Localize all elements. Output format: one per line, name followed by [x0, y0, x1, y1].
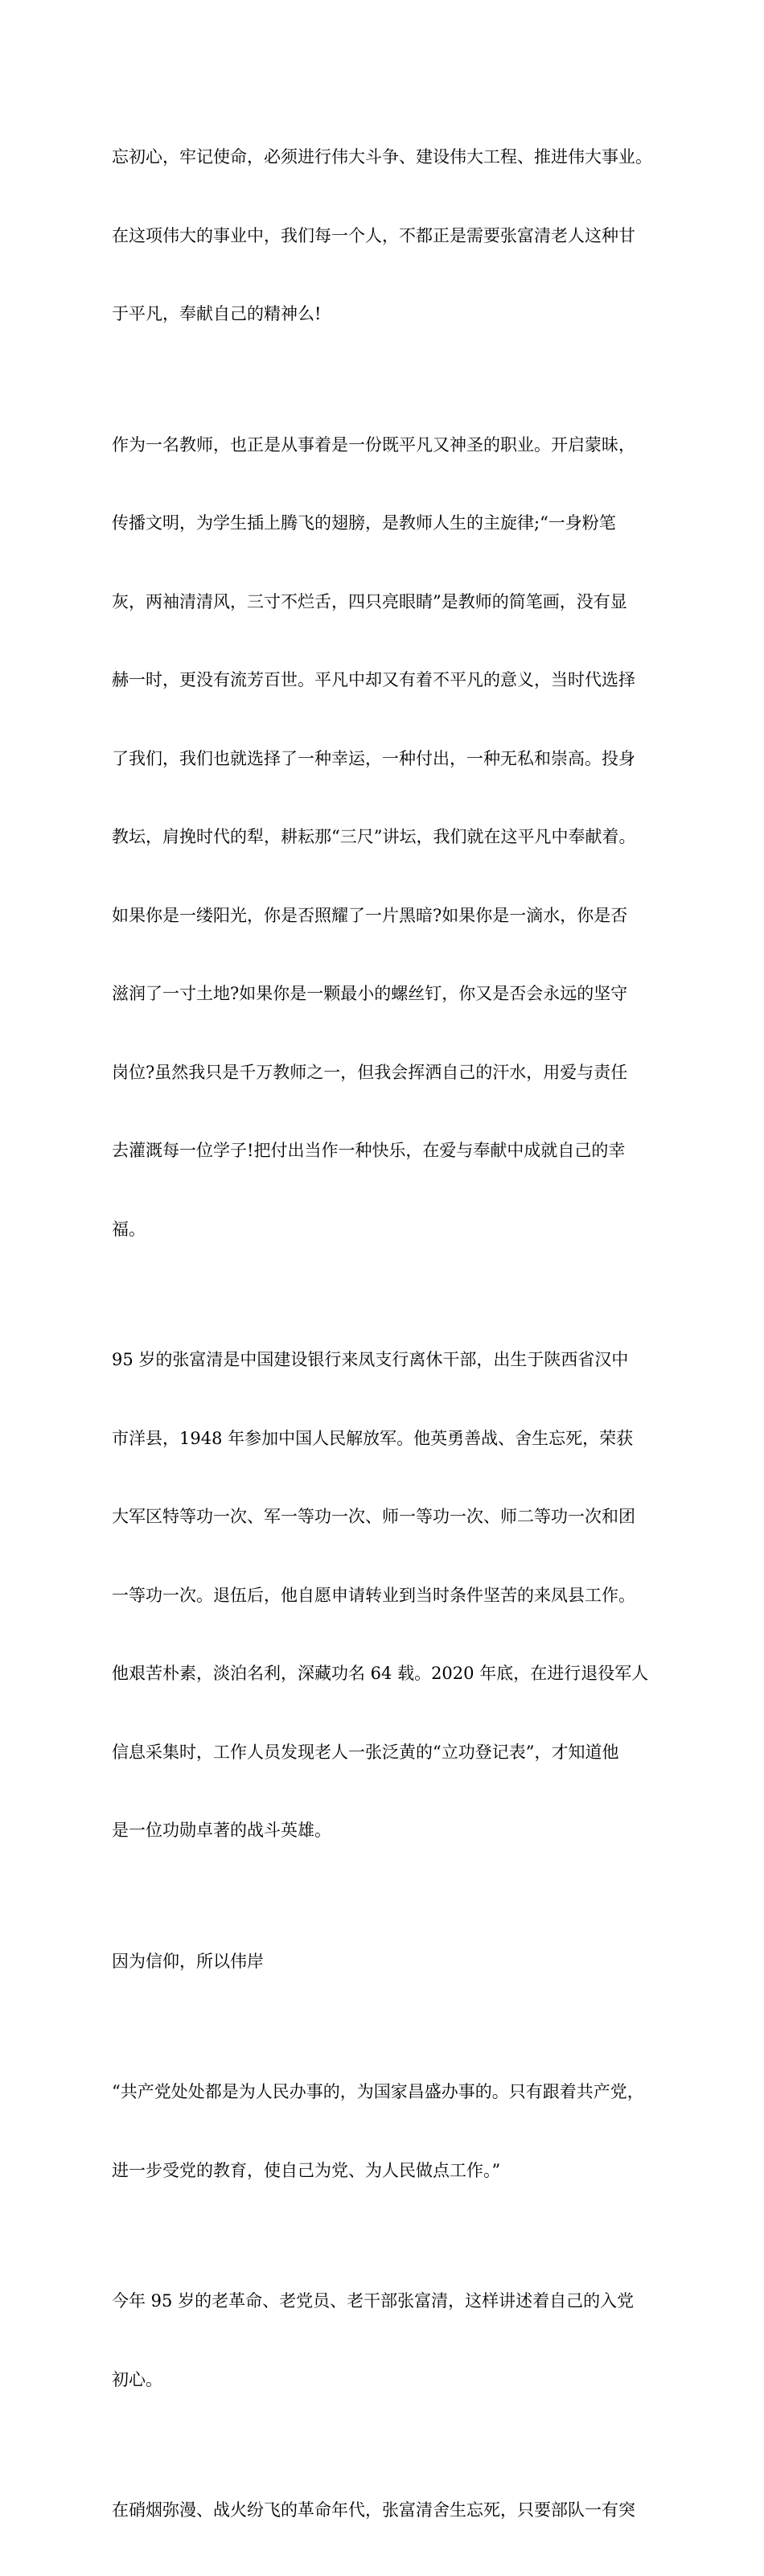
text-line: 作为一名教师，也正是从事着是一份既平凡又神圣的职业。开启蒙昧，	[112, 434, 635, 455]
text-line: 今年 95 岁的老革命、老党员、老干部张富清，这样讲述着自己的入党	[112, 2291, 635, 2311]
paragraph-6	[112, 2236, 667, 2445]
quote-paragraph	[112, 2027, 667, 2236]
text-line: 初心。	[112, 2369, 162, 2389]
text-line: 福。	[112, 1219, 146, 1239]
text-line: 于平凡，奉献自己的精神么!	[112, 304, 322, 323]
text-line: 灰，两袖清清风，三寸不烂舌，四只亮眼睛”是教师的简笔画，没有显	[112, 591, 627, 611]
text-line: 进一步受党的教育，使自己为党、为人民做点工作。”	[112, 2160, 501, 2180]
text-line: 信息采集时，工作人员发现老人一张泛黄的“立功登记表”，才知道他	[112, 1742, 619, 1762]
paragraph-7	[112, 2445, 667, 2576]
text-line: 大军区特等功一次、军一等功一次、师一等功一次、师二等功一次和团	[112, 1507, 635, 1526]
paragraph-2	[112, 380, 667, 1295]
text-line: 滋润了一寸土地?如果你是一颗最小的螺丝钉，你又是否会永远的坚守	[112, 984, 628, 1003]
text-line: 传播文明，为学生插上腾飞的翅膀，是教师人生的主旋律;“一身粉笔	[112, 513, 616, 533]
text-line: 如果你是一缕阳光，你是否照耀了一片黑暗?如果你是一滴水，你是否	[112, 905, 628, 925]
text-line: 在这项伟大的事业中，我们每一个人，不都正是需要张富清老人这种甘	[112, 225, 635, 245]
text-line: 教坛，肩挽时代的犁，耕耘那“三尺”讲坛，我们就在这平凡中奉献着。	[112, 827, 636, 846]
text-line: 在硝烟弥漫、战火纷飞的革命年代，张富清舍生忘死，只要部队一有突	[112, 2500, 635, 2520]
document-body	[112, 92, 667, 2576]
text-line: 是一位功勋卓著的战斗英雄。	[112, 1821, 331, 1840]
paragraph-1	[112, 92, 667, 380]
text-line: 了我们，我们也就选择了一种幸运，一种付出，一种无私和崇高。投身	[112, 748, 635, 768]
text-line: 市洋县，1948 年参加中国人民解放军。他英勇善战、舍生忘死，荣获	[112, 1428, 634, 1448]
text-line: 赫一时，更没有流芳百世。平凡中却又有着不平凡的意义，当时代选择	[112, 670, 635, 689]
text-line: 因为信仰，所以伟岸	[112, 1951, 264, 1971]
text-line: 忘初心，牢记使命，必须进行伟大斗争、建设伟大工程、推进伟大事业。	[112, 147, 652, 167]
section-heading	[112, 1896, 667, 2027]
text-line: 95 岁的张富清是中国建设银行来凤支行离休干部，出生于陕西省汉中	[112, 1350, 629, 1369]
text-line: 他艰苦朴素，淡泊名利，深藏功名 64 载。2020 年底，在进行退役军人	[112, 1664, 649, 1683]
paragraph-3	[112, 1294, 667, 1896]
text-line: “共产党处处都是为人民办事的，为国家昌盛办事的。只有跟着共产党，	[112, 2082, 644, 2101]
text-line: 岗位?虽然我只是千万教师之一，但我会挥洒自己的汗水，用爱与责任	[112, 1062, 628, 1082]
text-line: 去灌溉每一位学子!把付出当作一种快乐，在爱与奉献中成就自己的幸	[112, 1141, 626, 1160]
text-line: 一等功一次。退伍后，他自愿申请转业到当时条件坚苦的来凤县工作。	[112, 1585, 635, 1605]
